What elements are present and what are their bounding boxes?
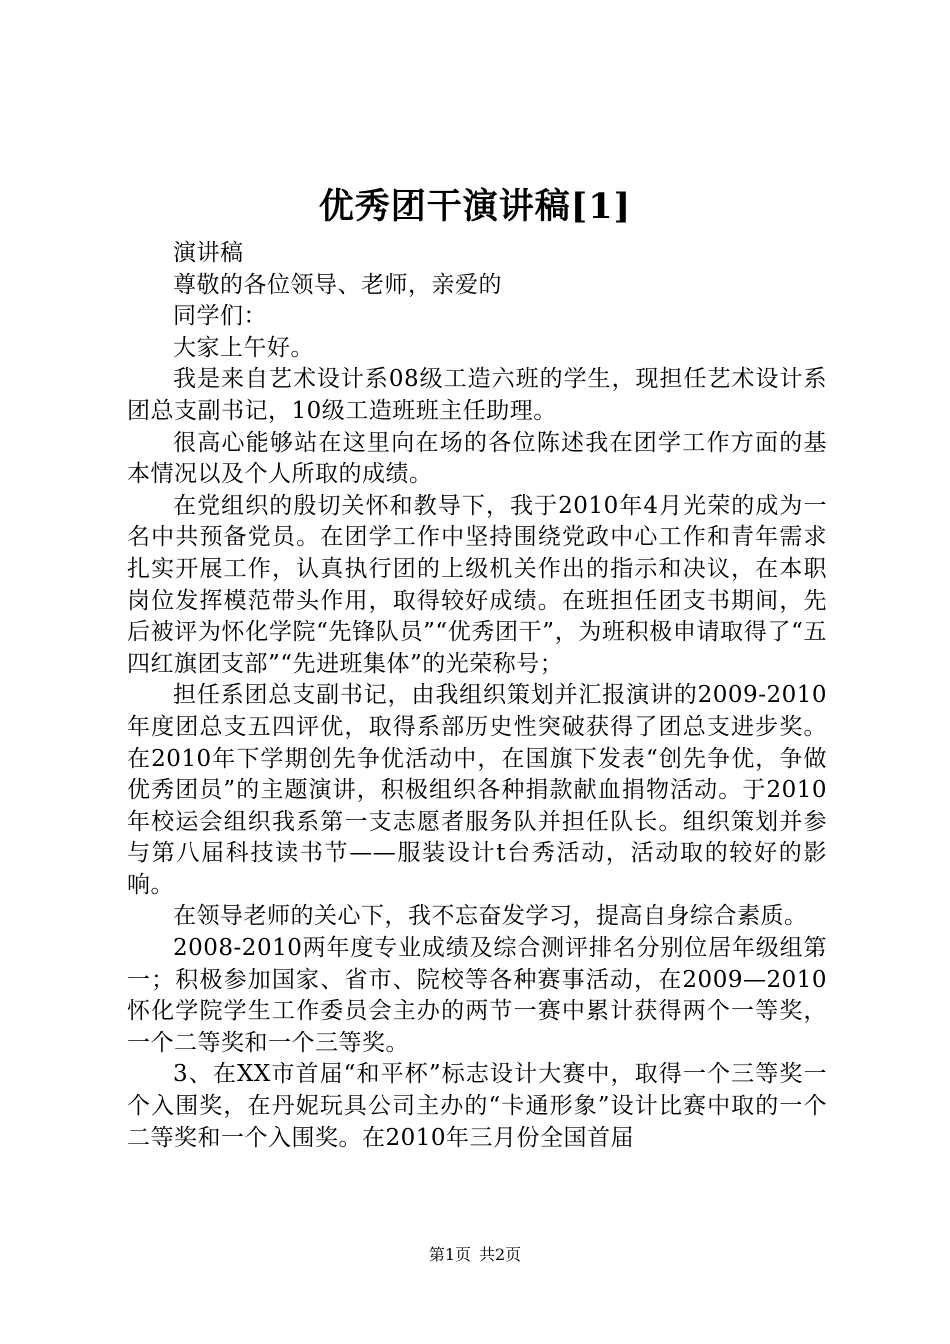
paragraph: 演讲稿 <box>173 240 244 266</box>
paragraph: 同学们： <box>173 303 267 330</box>
paragraph: 担任系团总支副书记，由我组织策划并汇报演讲的2009-2010年度团总支五四评优，取得系部历史性突破获得了团总支进步奖。在2010年下学期创先争优活动中，在国旗下发表“创先争优，争做优秀团员”的主题演讲，积极组织各种捐款献血捐物活动。于2010年校运会组织我系第一支志愿者服务队并担任队长。组织策划并参与第八届科技读书节——服装设计t台秀活动，活动取的较好的影响。 <box>127 682 827 898</box>
page-footer <box>0 1244 950 1266</box>
paragraph: 在领导老师的关心下，我不忘奋发学习，提高自身综合素质。 <box>173 903 808 930</box>
page-number: 第1页 <box>428 1245 471 1264</box>
paragraph: 尊敬的各位领导、老师，亲爱的 <box>173 271 502 298</box>
paragraph: 在党组织的殷切关怀和教导下，我于2010年4月光荣的成为一名中共预备党员。在团学工作中坚持围绕党政中心工作和青年需求扎实开展工作，认真执行团的上级机关作出的指示和决议，在本职岗位发挥模范带头作用，取得较好成绩。在班担任团支书期间，先后被评为怀化学院“先锋队员”“优秀团干”，为班积极申请取得了“五四红旗团支部”“先进班集体”的光荣称号； <box>127 492 827 677</box>
paragraph: 2008-2010两年度专业成绩及综合测评排名分别位居年级组第一；积极参加国家、省市、院校等各种赛事活动，在2009—2010怀化学院学生工作委员会主办的两节一赛中累计获得两个一等奖，一个二等奖和一个三等奖。 <box>127 935 827 1056</box>
document-body <box>127 238 827 1154</box>
paragraph: 我是来自艺术设计系08级工造六班的学生，现担任艺术设计系团总支副书记，10级工造班班主任助理。 <box>127 366 827 424</box>
document-title: 优秀团干演讲稿[1] <box>318 186 632 227</box>
paragraph: 3、在XX市首届“和平杯”标志设计大赛中，取得一个三等奖一个入围奖，在丹妮玩具公司主办的“卡通形象”设计比赛中取的一个二等奖和一个入围奖。在2010年三月份全国首届 <box>127 1061 827 1151</box>
paragraph: 大家上午好。 <box>173 334 314 361</box>
page-total: 共2页 <box>479 1245 522 1264</box>
paragraph: 很高心能够站在这里向在场的各位陈述我在团学工作方面的基本情况以及个人所取的成绩。 <box>127 429 827 488</box>
